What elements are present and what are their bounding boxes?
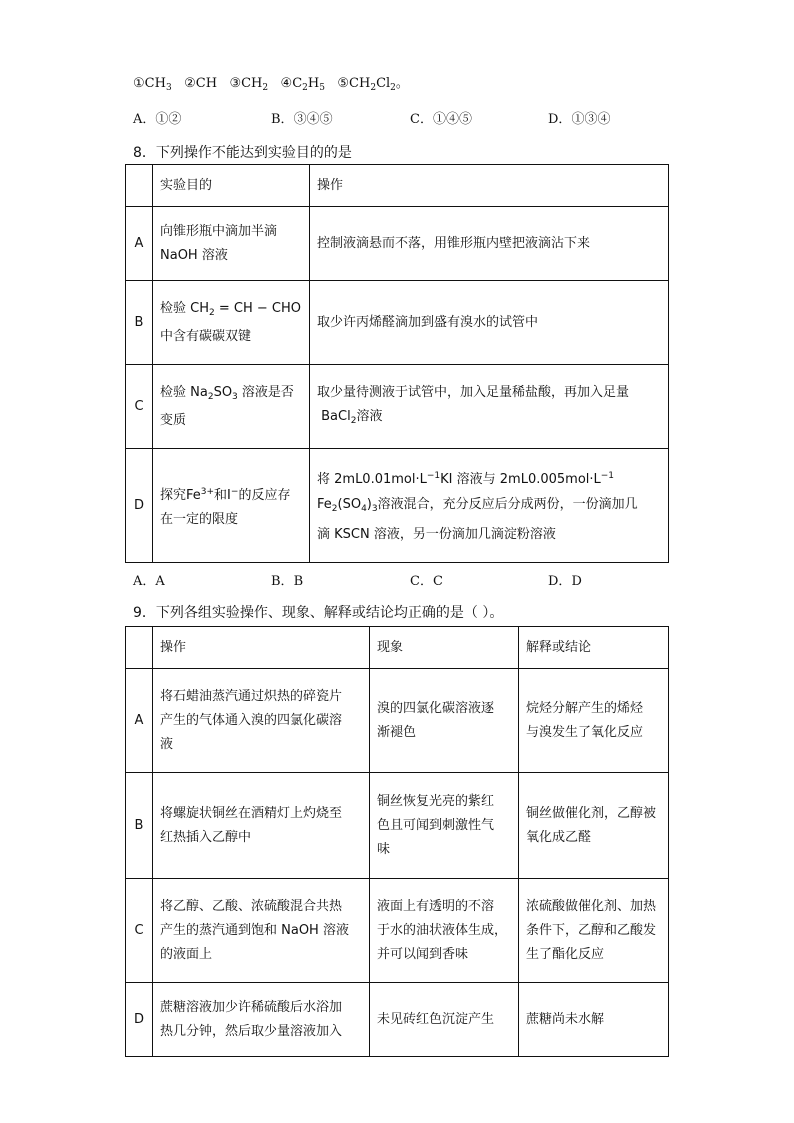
q9-row-phenomenon: 未见砖红色沉淀产生	[370, 983, 519, 1057]
q9-row-d	[126, 983, 669, 1057]
q8-row-label: D	[126, 449, 153, 563]
q7-option-d[interactable]: D．①③④	[548, 112, 611, 127]
q7-option-c[interactable]: C．①④⑤	[410, 112, 472, 127]
q9-row-operation: 蔗糖溶液加少许稀硫酸后水浴加 热几分钟，然后取少量溶液加入	[153, 983, 370, 1057]
q7-item-2: ②CH	[184, 76, 218, 91]
q9-header-blank	[126, 627, 153, 669]
q9-header-phenomenon: 现象	[370, 627, 519, 669]
q8-row-operation: 取少许丙烯醛滴加到盛有溴水的试管中	[310, 281, 669, 365]
q8-row-label: C	[126, 365, 153, 449]
q8-row-c	[126, 365, 669, 449]
q9-row-operation: 将乙醇、乙酸、浓硫酸混合共热 产生的蒸汽通到饱和 NaOH 溶液 的液面上	[153, 879, 370, 983]
q8-header-operation: 操作	[310, 165, 669, 207]
q9-row-phenomenon: 铜丝恢复光亮的紫红 色且可闻到刺激性气 味	[370, 773, 519, 879]
q9-row-label: C	[126, 879, 153, 983]
q9-row-label: A	[126, 669, 153, 773]
q8-table	[125, 164, 669, 563]
q8-option-b[interactable]: B．B	[271, 574, 304, 589]
q7-item-1: $①CH_3$	[133, 76, 172, 93]
q8-row-label: A	[126, 207, 153, 281]
q9-row-operation: 将石蜡油蒸汽通过炽热的碎瓷片 产生的气体通入溴的四氯化碳溶 液	[153, 669, 370, 773]
q8-option-a[interactable]: A．A	[133, 574, 165, 589]
q8-row-operation: 取少量待测液于试管中，加入足量稀盐酸，再加入足量 BaCl$_2$溶液	[310, 365, 669, 449]
q9-title: 9．下列各组实验操作、现象、解释或结论均正确的是（ ）。	[133, 605, 504, 621]
q9-row-phenomenon: 溴的四氯化碳溶液逐 渐褪色	[370, 669, 519, 773]
q7-item-4: $④C_2H_5$	[280, 76, 325, 93]
q9-row-label: D	[126, 983, 153, 1057]
q8-row-purpose: 检验 $Na_2SO_3$ 溶液是否 变质	[153, 365, 310, 449]
q8-row-d	[126, 449, 669, 563]
q9-header-conclusion: 解释或结论	[519, 627, 669, 669]
q7-option-b[interactable]: B．③④⑤	[271, 112, 333, 127]
q8-row-label: B	[126, 281, 153, 365]
q9-row-c	[126, 879, 669, 983]
q8-row-purpose: 检验 $CH_2$ = CH − CHO 中含有碳碳双键	[153, 281, 310, 365]
q8-row-operation: 控制液滴悬而不落，用锥形瓶内壁把液滴沾下来	[310, 207, 669, 281]
q7-item-3: $③CH_2$	[229, 76, 269, 93]
q7-option-a[interactable]: A．①②	[133, 112, 182, 127]
q8-header-blank	[126, 165, 153, 207]
q9-row-conclusion: 蔗糖尚未水解	[519, 983, 669, 1057]
q9-row-a	[126, 669, 669, 773]
q8-option-d[interactable]: D．D	[548, 574, 582, 589]
q8-header-purpose: 实验目的	[153, 165, 310, 207]
q9-row-conclusion: 浓硫酸做催化剂、加热 条件下，乙醇和乙酸发 生了酯化反应	[519, 879, 669, 983]
q8-title: 8．下列操作不能达到实验目的的是	[133, 145, 352, 161]
q9-row-label: B	[126, 773, 153, 879]
q9-table	[125, 626, 669, 1057]
q8-row-a	[126, 207, 669, 281]
q9-row-phenomenon: 液面上有透明的不溶 于水的油状液体生成， 并可以闻到香味	[370, 879, 519, 983]
q7-items: $①CH_3$ ②CH $③CH_2$ $④C_2H_5$ $⑤CH_2Cl_2$。	[133, 76, 409, 93]
q8-option-c[interactable]: C．C	[410, 574, 443, 589]
q9-row-b	[126, 773, 669, 879]
q9-row-conclusion: 铜丝做催化剂，乙醇被 氧化成乙醛	[519, 773, 669, 879]
q9-header-operation: 操作	[153, 627, 370, 669]
q9-row-conclusion: 烷烃分解产生的烯烃 与溴发生了氧化反应	[519, 669, 669, 773]
q8-row-b	[126, 281, 669, 365]
q8-row-operation: 将 $2mL0.01mol\cdot L^{-1}KI$ 溶液与 $2mL0.005mol\cdot L^{-1}$ $Fe_2(SO_4)_3$溶液混合，充分反应后分成两份，一份滴加几 滴 KSCN 溶液，另一份滴加几滴淀粉溶液	[310, 449, 669, 563]
q7-item-5: $⑤CH_2Cl_2$	[337, 76, 396, 93]
q9-row-operation: 将螺旋状铜丝在酒精灯上灼烧至 红热插入乙醇中	[153, 773, 370, 879]
q8-row-purpose: 探究$Fe^{3+}$和I−的反应存 在一定的限度	[153, 449, 310, 563]
q8-row-purpose: 向锥形瓶中滴加半滴 NaOH 溶液	[153, 207, 310, 281]
